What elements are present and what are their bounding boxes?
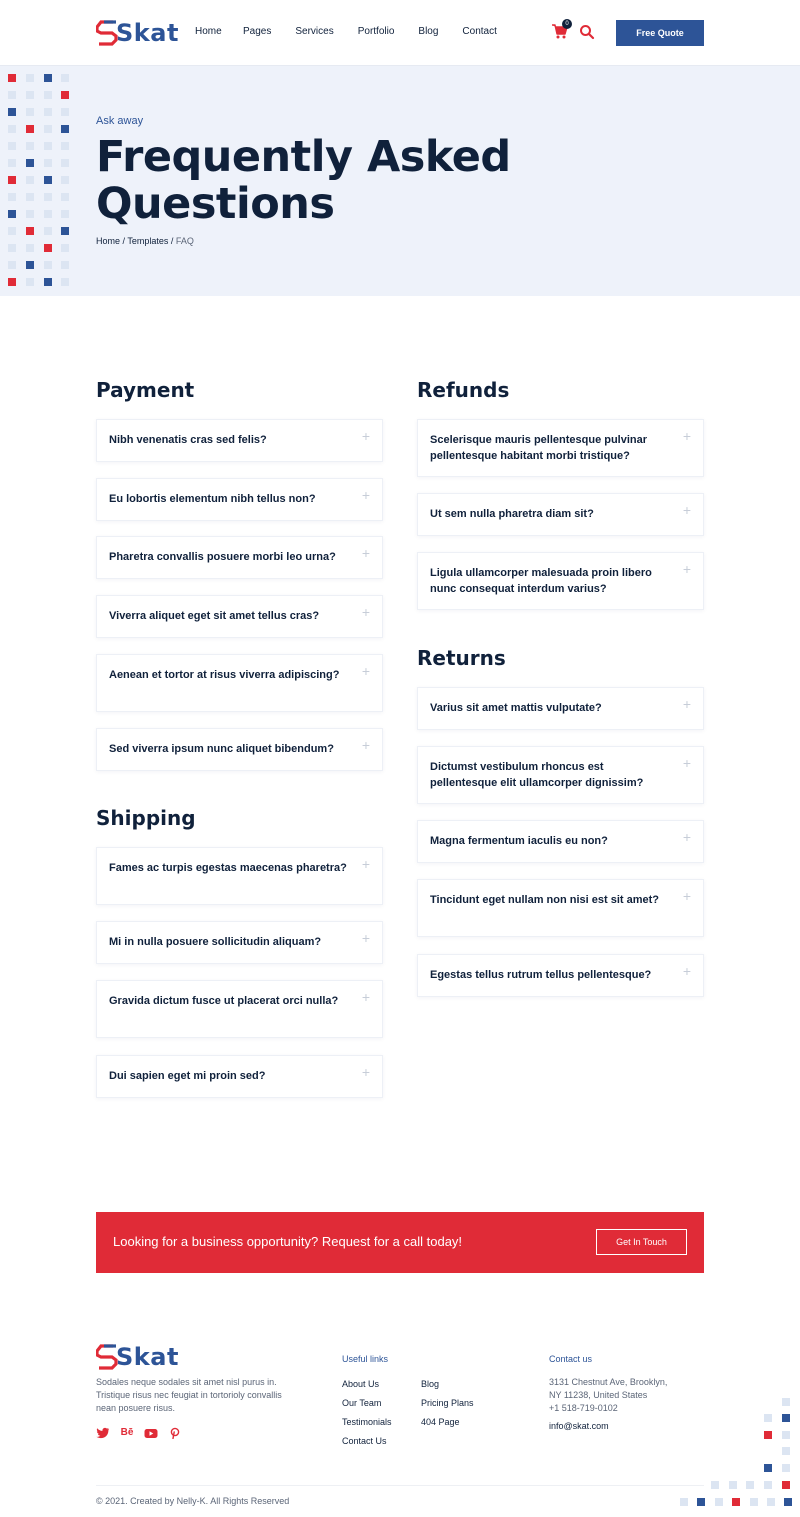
footer-link-404-page[interactable]: 404 Page <box>421 1417 460 1427</box>
pattern-square <box>61 193 69 201</box>
faq-question: Aenean et tortor at risus viverra adipiscing? <box>109 669 340 681</box>
nav-pages[interactable]: Pages <box>243 26 272 37</box>
page-title: Frequently Asked Questions <box>96 132 511 229</box>
pattern-square <box>26 227 34 235</box>
pattern-square <box>44 193 52 201</box>
plus-icon[interactable]: + <box>361 428 370 444</box>
pattern-square <box>8 244 16 252</box>
pattern-square <box>782 1431 790 1439</box>
faq-item[interactable] <box>96 921 383 964</box>
pattern-square <box>26 91 34 99</box>
useful-links-title: Useful links <box>342 1354 389 1364</box>
pattern-square <box>44 74 52 82</box>
pattern-square <box>61 108 69 116</box>
pattern-square <box>784 1498 792 1506</box>
section-title: Shipping <box>96 806 196 830</box>
social-links <box>96 1427 192 1439</box>
pattern-square <box>26 159 34 167</box>
pattern-square <box>697 1498 705 1506</box>
logo[interactable] <box>96 19 179 47</box>
contact-us-title: Contact us <box>549 1354 593 1364</box>
faq-item[interactable] <box>96 595 383 638</box>
nav-home[interactable]: Home <box>195 26 222 37</box>
pattern-square <box>44 91 52 99</box>
faq-item[interactable] <box>96 536 383 579</box>
faq-question: Tincidunt eget nullam non nisi est sit amet? <box>430 894 659 906</box>
hero-eyebrow: Ask away <box>96 115 144 127</box>
pattern-square <box>26 142 34 150</box>
plus-icon[interactable]: + <box>361 737 370 753</box>
faq-question: Eu lobortis elementum nibh tellus non? <box>109 493 316 505</box>
faq-question: Varius sit amet mattis vulputate? <box>430 702 602 714</box>
pattern-square <box>61 227 69 235</box>
contact-details <box>549 1376 679 1415</box>
pattern-square <box>26 125 34 133</box>
pattern-square <box>782 1414 790 1422</box>
pattern-square <box>61 278 69 286</box>
nav-blog[interactable]: Blog <box>418 26 439 37</box>
plus-icon[interactable]: + <box>361 663 370 679</box>
faq-question: Nibh venenatis cras sed felis? <box>109 434 267 446</box>
nav-services[interactable]: Services <box>295 26 334 37</box>
get-in-touch-button[interactable]: Get In Touch <box>596 1229 687 1255</box>
pattern-square <box>61 159 69 167</box>
pattern-square <box>8 176 16 184</box>
faq-item[interactable] <box>96 654 383 712</box>
pattern-square <box>8 278 16 286</box>
nav-portfolio[interactable]: Portfolio <box>357 26 395 37</box>
main-nav <box>195 26 521 37</box>
footer-link-our-team[interactable]: Our Team <box>342 1398 382 1408</box>
pattern-square <box>26 193 34 201</box>
nav-contact[interactable]: Contact <box>462 26 497 37</box>
faq-item[interactable] <box>417 419 704 477</box>
pattern-square <box>8 261 16 269</box>
pattern-square <box>61 261 69 269</box>
site-header <box>0 0 800 66</box>
pattern-square <box>8 74 16 82</box>
pattern-square <box>26 261 34 269</box>
pattern-square <box>44 261 52 269</box>
logo-text: Skat <box>116 19 179 47</box>
logo-mark-icon <box>96 20 118 46</box>
pattern-square <box>764 1464 772 1472</box>
pattern-square <box>61 74 69 82</box>
pattern-square <box>8 193 16 201</box>
plus-icon[interactable]: + <box>682 755 691 771</box>
faq-question: Ligula ullamcorper malesuada proin libero nunc consequat interdum varius? <box>430 567 652 595</box>
page-hero <box>0 66 800 296</box>
faq-item[interactable] <box>417 954 704 997</box>
footer-logo[interactable] <box>96 1344 179 1370</box>
faq-section-payment <box>96 377 383 755</box>
pattern-square <box>44 159 52 167</box>
faq-section-returns <box>417 645 704 981</box>
pattern-square <box>61 91 69 99</box>
pattern-square <box>61 142 69 150</box>
footer-link-pricing-plans[interactable]: Pricing Plans <box>421 1398 474 1408</box>
faq-section-shipping <box>96 805 383 1082</box>
contact-address: 3131 Chestnut Ave, Brooklyn, NY 11238, United States <box>549 1377 668 1400</box>
pattern-square <box>26 244 34 252</box>
pattern-square <box>764 1431 772 1439</box>
pattern-square <box>732 1498 740 1506</box>
pattern-square <box>8 108 16 116</box>
plus-icon[interactable]: + <box>361 856 370 872</box>
behance-icon[interactable]: Bē <box>120 1427 134 1438</box>
plus-icon[interactable]: + <box>361 930 370 946</box>
pattern-square <box>746 1481 754 1489</box>
pattern-square <box>26 278 34 286</box>
faq-question: Dictumst vestibulum rhoncus est pellentesque elit ullamcorper dignissim? <box>430 761 644 789</box>
copyright: © 2021. Created by Nelly-K. All Rights Reserved <box>96 1496 290 1506</box>
faq-item[interactable] <box>417 687 704 730</box>
pattern-square <box>8 159 16 167</box>
faq-question: Sed viverra ipsum nunc aliquet bibendum? <box>109 743 334 755</box>
faq-item[interactable] <box>96 847 383 905</box>
pattern-square <box>44 210 52 218</box>
pattern-square <box>8 210 16 218</box>
pattern-square <box>61 244 69 252</box>
plus-icon[interactable]: + <box>682 561 691 577</box>
plus-icon[interactable]: + <box>682 428 691 444</box>
faq-question: Egestas tellus rutrum tellus pellentesque? <box>430 969 652 981</box>
faq-item[interactable] <box>417 879 704 937</box>
breadcrumb-separator: / <box>168 236 176 246</box>
breadcrumb-home[interactable]: Home <box>96 236 121 246</box>
faq-question: Magna fermentum iaculis eu non? <box>430 835 608 847</box>
section-title: Payment <box>96 378 195 402</box>
pattern-square <box>44 108 52 116</box>
faq-question: Fames ac turpis egestas maecenas pharetra? <box>109 862 347 874</box>
faq-item[interactable] <box>96 1055 383 1098</box>
pattern-square <box>764 1414 772 1422</box>
footer-description: Sodales neque sodales sit amet nisl purus in. Tristique risus nec feugiat in tortorioly convallis nean posuere risus. <box>96 1377 282 1413</box>
pattern-square <box>44 176 52 184</box>
footer-link-blog[interactable]: Blog <box>421 1379 440 1389</box>
faq-item[interactable] <box>417 552 704 610</box>
faq-item[interactable] <box>96 728 383 771</box>
faq-question: Gravida dictum fusce ut placerat orci nulla? <box>109 995 339 1007</box>
cta-text: Looking for a business opportunity? Request for a call today! <box>113 1234 463 1249</box>
pattern-square <box>44 278 52 286</box>
twitter-icon[interactable] <box>96 1427 110 1439</box>
breadcrumb-templates[interactable]: Templates <box>127 236 169 246</box>
contact-email[interactable]: info@skat.com <box>549 1421 609 1431</box>
pattern-square <box>44 244 52 252</box>
faq-question: Ut sem nulla pharetra diam sit? <box>430 508 594 520</box>
pattern-square <box>44 227 52 235</box>
youtube-icon[interactable] <box>144 1427 158 1439</box>
pattern-square <box>782 1464 790 1472</box>
pattern-square <box>26 176 34 184</box>
footer-pattern-decoration <box>680 1396 800 1517</box>
plus-icon[interactable]: + <box>361 1064 370 1080</box>
logo-mark-icon <box>96 1344 118 1370</box>
pinterest-icon[interactable] <box>168 1427 182 1439</box>
pattern-square <box>26 210 34 218</box>
pattern-square <box>764 1481 772 1489</box>
pattern-square <box>8 91 16 99</box>
pattern-square <box>8 125 16 133</box>
faq-section-refunds <box>417 377 704 595</box>
pattern-square <box>767 1498 775 1506</box>
free-quote-button[interactable]: Free Quote <box>616 20 704 46</box>
plus-icon[interactable]: + <box>682 888 691 904</box>
faq-question: Viverra aliquet eget sit amet tellus cras? <box>109 610 320 622</box>
pattern-square <box>8 142 16 150</box>
pattern-square <box>26 108 34 116</box>
logo-text: Skat <box>116 1343 179 1371</box>
pattern-square <box>782 1481 790 1489</box>
footer-divider <box>96 1485 704 1486</box>
faq-item[interactable] <box>96 419 383 462</box>
pattern-square <box>680 1498 688 1506</box>
faq-question: Pharetra convallis posuere morbi leo urna? <box>109 551 336 563</box>
pattern-square <box>782 1398 790 1406</box>
plus-icon[interactable]: + <box>361 487 370 503</box>
pattern-square <box>782 1447 790 1455</box>
cta-banner <box>96 1212 704 1273</box>
pattern-square <box>715 1498 723 1506</box>
hero-pattern-decoration <box>0 72 80 296</box>
section-title: Returns <box>417 646 506 670</box>
plus-icon[interactable]: + <box>361 545 370 561</box>
pattern-square <box>44 142 52 150</box>
pattern-square <box>44 125 52 133</box>
faq-item[interactable] <box>96 478 383 521</box>
pattern-square <box>61 125 69 133</box>
plus-icon[interactable]: + <box>682 502 691 518</box>
breadcrumb-current: FAQ <box>175 236 194 246</box>
faq-question: Dui sapien eget mi proin sed? <box>109 1070 266 1082</box>
footer-link-contact-us[interactable]: Contact Us <box>342 1436 387 1446</box>
plus-icon[interactable]: + <box>361 604 370 620</box>
plus-icon[interactable]: + <box>682 829 691 845</box>
search-icon[interactable] <box>579 24 595 40</box>
cart-count-badge: 0 <box>562 19 572 29</box>
breadcrumb-separator: / <box>120 236 128 246</box>
faq-item[interactable] <box>417 493 704 536</box>
plus-icon[interactable]: + <box>361 989 370 1005</box>
section-title: Refunds <box>417 378 510 402</box>
pattern-square <box>711 1481 719 1489</box>
pattern-square <box>750 1498 758 1506</box>
faq-question: Scelerisque mauris pellentesque pulvinar pellentesque habitant morbi tristique? <box>430 434 648 462</box>
pattern-square <box>61 210 69 218</box>
pattern-square <box>61 176 69 184</box>
plus-icon[interactable]: + <box>682 963 691 979</box>
footer-link-testimonials[interactable]: Testimonials <box>342 1417 392 1427</box>
pattern-square <box>26 74 34 82</box>
pattern-square <box>8 227 16 235</box>
faq-item[interactable] <box>417 746 704 804</box>
contact-phone[interactable]: +1 518-719-0102 <box>549 1403 618 1413</box>
breadcrumb <box>96 236 194 246</box>
footer-link-about-us[interactable]: About Us <box>342 1379 380 1389</box>
pattern-square <box>729 1481 737 1489</box>
faq-question: Mi in nulla posuere sollicitudin aliquam? <box>109 936 322 948</box>
plus-icon[interactable]: + <box>682 696 691 712</box>
faq-item[interactable] <box>417 820 704 863</box>
faq-item[interactable] <box>96 980 383 1038</box>
